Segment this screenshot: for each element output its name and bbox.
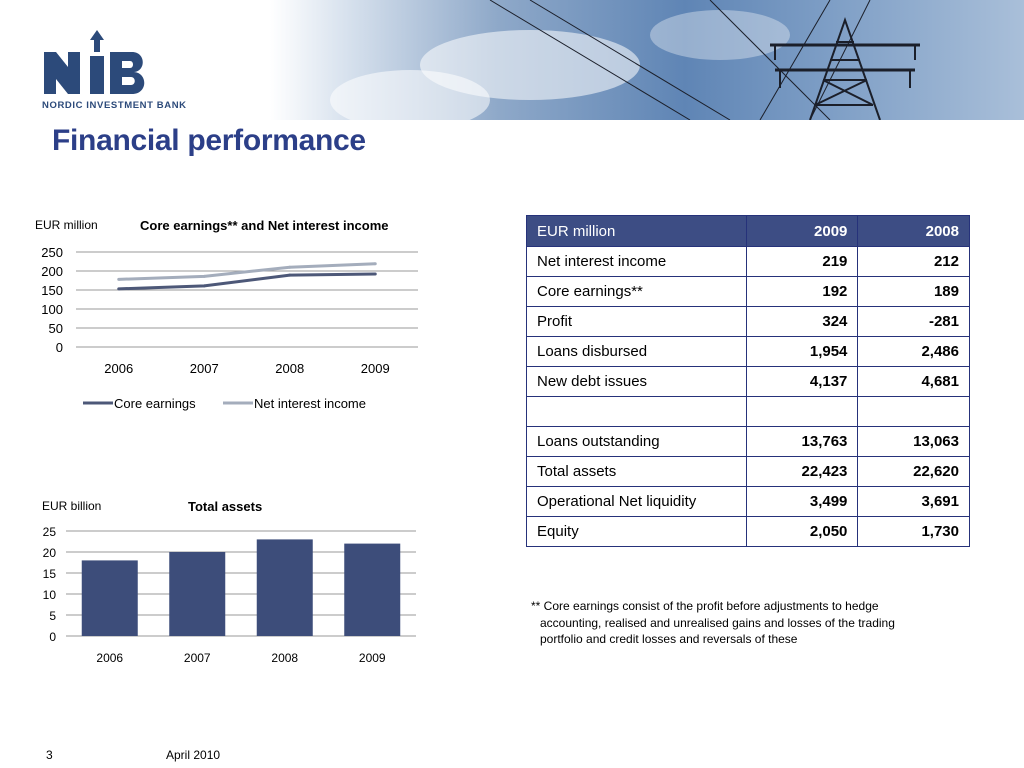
footer-date: April 2010	[166, 748, 221, 762]
logo-subtitle: NORDIC INVESTMENT BANK	[42, 100, 187, 111]
chart-unit-label: EUR million	[35, 218, 98, 232]
table-row	[527, 367, 970, 397]
chart-title: Total assets	[188, 499, 263, 514]
legend-label: Core earnings	[114, 396, 196, 411]
row-value-2008: 13,063	[858, 427, 970, 457]
power-pylon-icon	[270, 0, 1024, 120]
row-value-2008: 2,486	[858, 337, 970, 367]
row-value-2008: 189	[858, 277, 970, 307]
row-value-2009: 324	[746, 307, 858, 337]
row-label: Loans disbursed	[527, 337, 747, 367]
x-tick-label: 2006	[96, 651, 124, 665]
row-value-2009: 4,137	[746, 367, 858, 397]
series-line-core-earnings	[119, 274, 376, 289]
x-tick-label: 2009	[358, 651, 386, 665]
bar-2008	[257, 539, 313, 636]
nib-logo	[42, 30, 212, 115]
y-tick-label: 250	[41, 245, 63, 260]
nib-logo-mark	[42, 30, 152, 98]
y-tick-label: 0	[49, 630, 56, 644]
table-row-empty	[527, 397, 970, 427]
row-label: Net interest income	[527, 247, 747, 277]
header-banner-image	[270, 0, 1024, 120]
row-label: Core earnings**	[527, 277, 747, 307]
chart-title: Core earnings** and Net interest income	[140, 218, 389, 233]
table-row	[527, 247, 970, 277]
table-row	[527, 457, 970, 487]
total-assets-bar-chart	[28, 492, 428, 672]
data-point	[203, 284, 206, 287]
row-value-2009: 13,763	[746, 427, 858, 457]
row-value-2008	[858, 397, 970, 427]
table-header-year-2008: 2008	[858, 216, 970, 247]
data-point	[117, 287, 120, 290]
row-label: New debt issues	[527, 367, 747, 397]
financial-table	[526, 215, 970, 547]
y-tick-label: 50	[48, 321, 63, 336]
x-tick-label: 2007	[189, 361, 219, 376]
data-point	[374, 262, 377, 265]
bar-2009	[344, 544, 400, 636]
row-value-2009: 219	[746, 247, 858, 277]
bar-2007	[169, 552, 225, 636]
row-label	[527, 397, 747, 427]
row-value-2008: 212	[858, 247, 970, 277]
table-row	[527, 517, 970, 547]
row-value-2008: 3,691	[858, 487, 970, 517]
page-title: Financial performance	[52, 124, 366, 157]
footnote-line-3: portfolio and credit losses and reversals of these	[540, 632, 798, 646]
x-tick-label: 2006	[104, 361, 134, 376]
x-tick-label: 2008	[271, 651, 299, 665]
y-tick-label: 150	[41, 283, 63, 298]
footnote	[531, 598, 971, 648]
table-row	[527, 337, 970, 367]
row-label: Operational Net liquidity	[527, 487, 747, 517]
row-value-2008: 4,681	[858, 367, 970, 397]
x-tick-label: 2009	[360, 361, 390, 376]
table-row	[527, 427, 970, 457]
footnote-line-2: accounting, realised and unrealised gains and losses of the trading	[540, 615, 895, 630]
row-value-2008: 22,620	[858, 457, 970, 487]
row-label: Profit	[527, 307, 747, 337]
data-point	[203, 275, 206, 278]
x-tick-label: 2007	[183, 651, 211, 665]
chart-unit-label: EUR billion	[42, 499, 102, 513]
row-value-2009	[746, 397, 858, 427]
data-point	[374, 273, 377, 276]
row-value-2008: 1,730	[858, 517, 970, 547]
row-value-2009: 3,499	[746, 487, 858, 517]
row-value-2009: 22,423	[746, 457, 858, 487]
row-value-2008: -281	[858, 307, 970, 337]
y-tick-label: 200	[41, 264, 63, 279]
page-number: 3	[46, 748, 53, 762]
y-tick-label: 100	[41, 302, 63, 317]
core-earnings-line-chart	[28, 210, 428, 425]
row-value-2009: 192	[746, 277, 858, 307]
table-row	[527, 307, 970, 337]
y-tick-label: 10	[42, 588, 56, 602]
row-label: Loans outstanding	[527, 427, 747, 457]
row-value-2009: 1,954	[746, 337, 858, 367]
legend-label: Net interest income	[254, 396, 366, 411]
row-value-2009: 2,050	[746, 517, 858, 547]
y-tick-label: 15	[42, 567, 56, 581]
table-header-year-2009: 2009	[746, 216, 858, 247]
line-chart-canvas	[28, 210, 428, 425]
bar-chart-canvas	[28, 492, 428, 672]
table-header-row	[527, 216, 970, 247]
table-header-unit: EUR million	[527, 216, 747, 247]
series-line-net-interest-income	[119, 264, 376, 280]
data-point	[117, 278, 120, 281]
row-label: Equity	[527, 517, 747, 547]
x-tick-label: 2008	[275, 361, 305, 376]
y-tick-label: 20	[42, 546, 56, 560]
y-tick-label: 25	[42, 525, 56, 539]
footnote-line-1: ** Core earnings consist of the profit before adjustments to hedge	[531, 599, 879, 613]
row-label: Total assets	[527, 457, 747, 487]
data-point	[288, 274, 291, 277]
y-tick-label: 0	[55, 340, 63, 355]
table-row	[527, 277, 970, 307]
data-point	[288, 266, 291, 269]
bar-2006	[82, 560, 138, 636]
y-tick-label: 5	[49, 609, 56, 623]
table-row	[527, 487, 970, 517]
